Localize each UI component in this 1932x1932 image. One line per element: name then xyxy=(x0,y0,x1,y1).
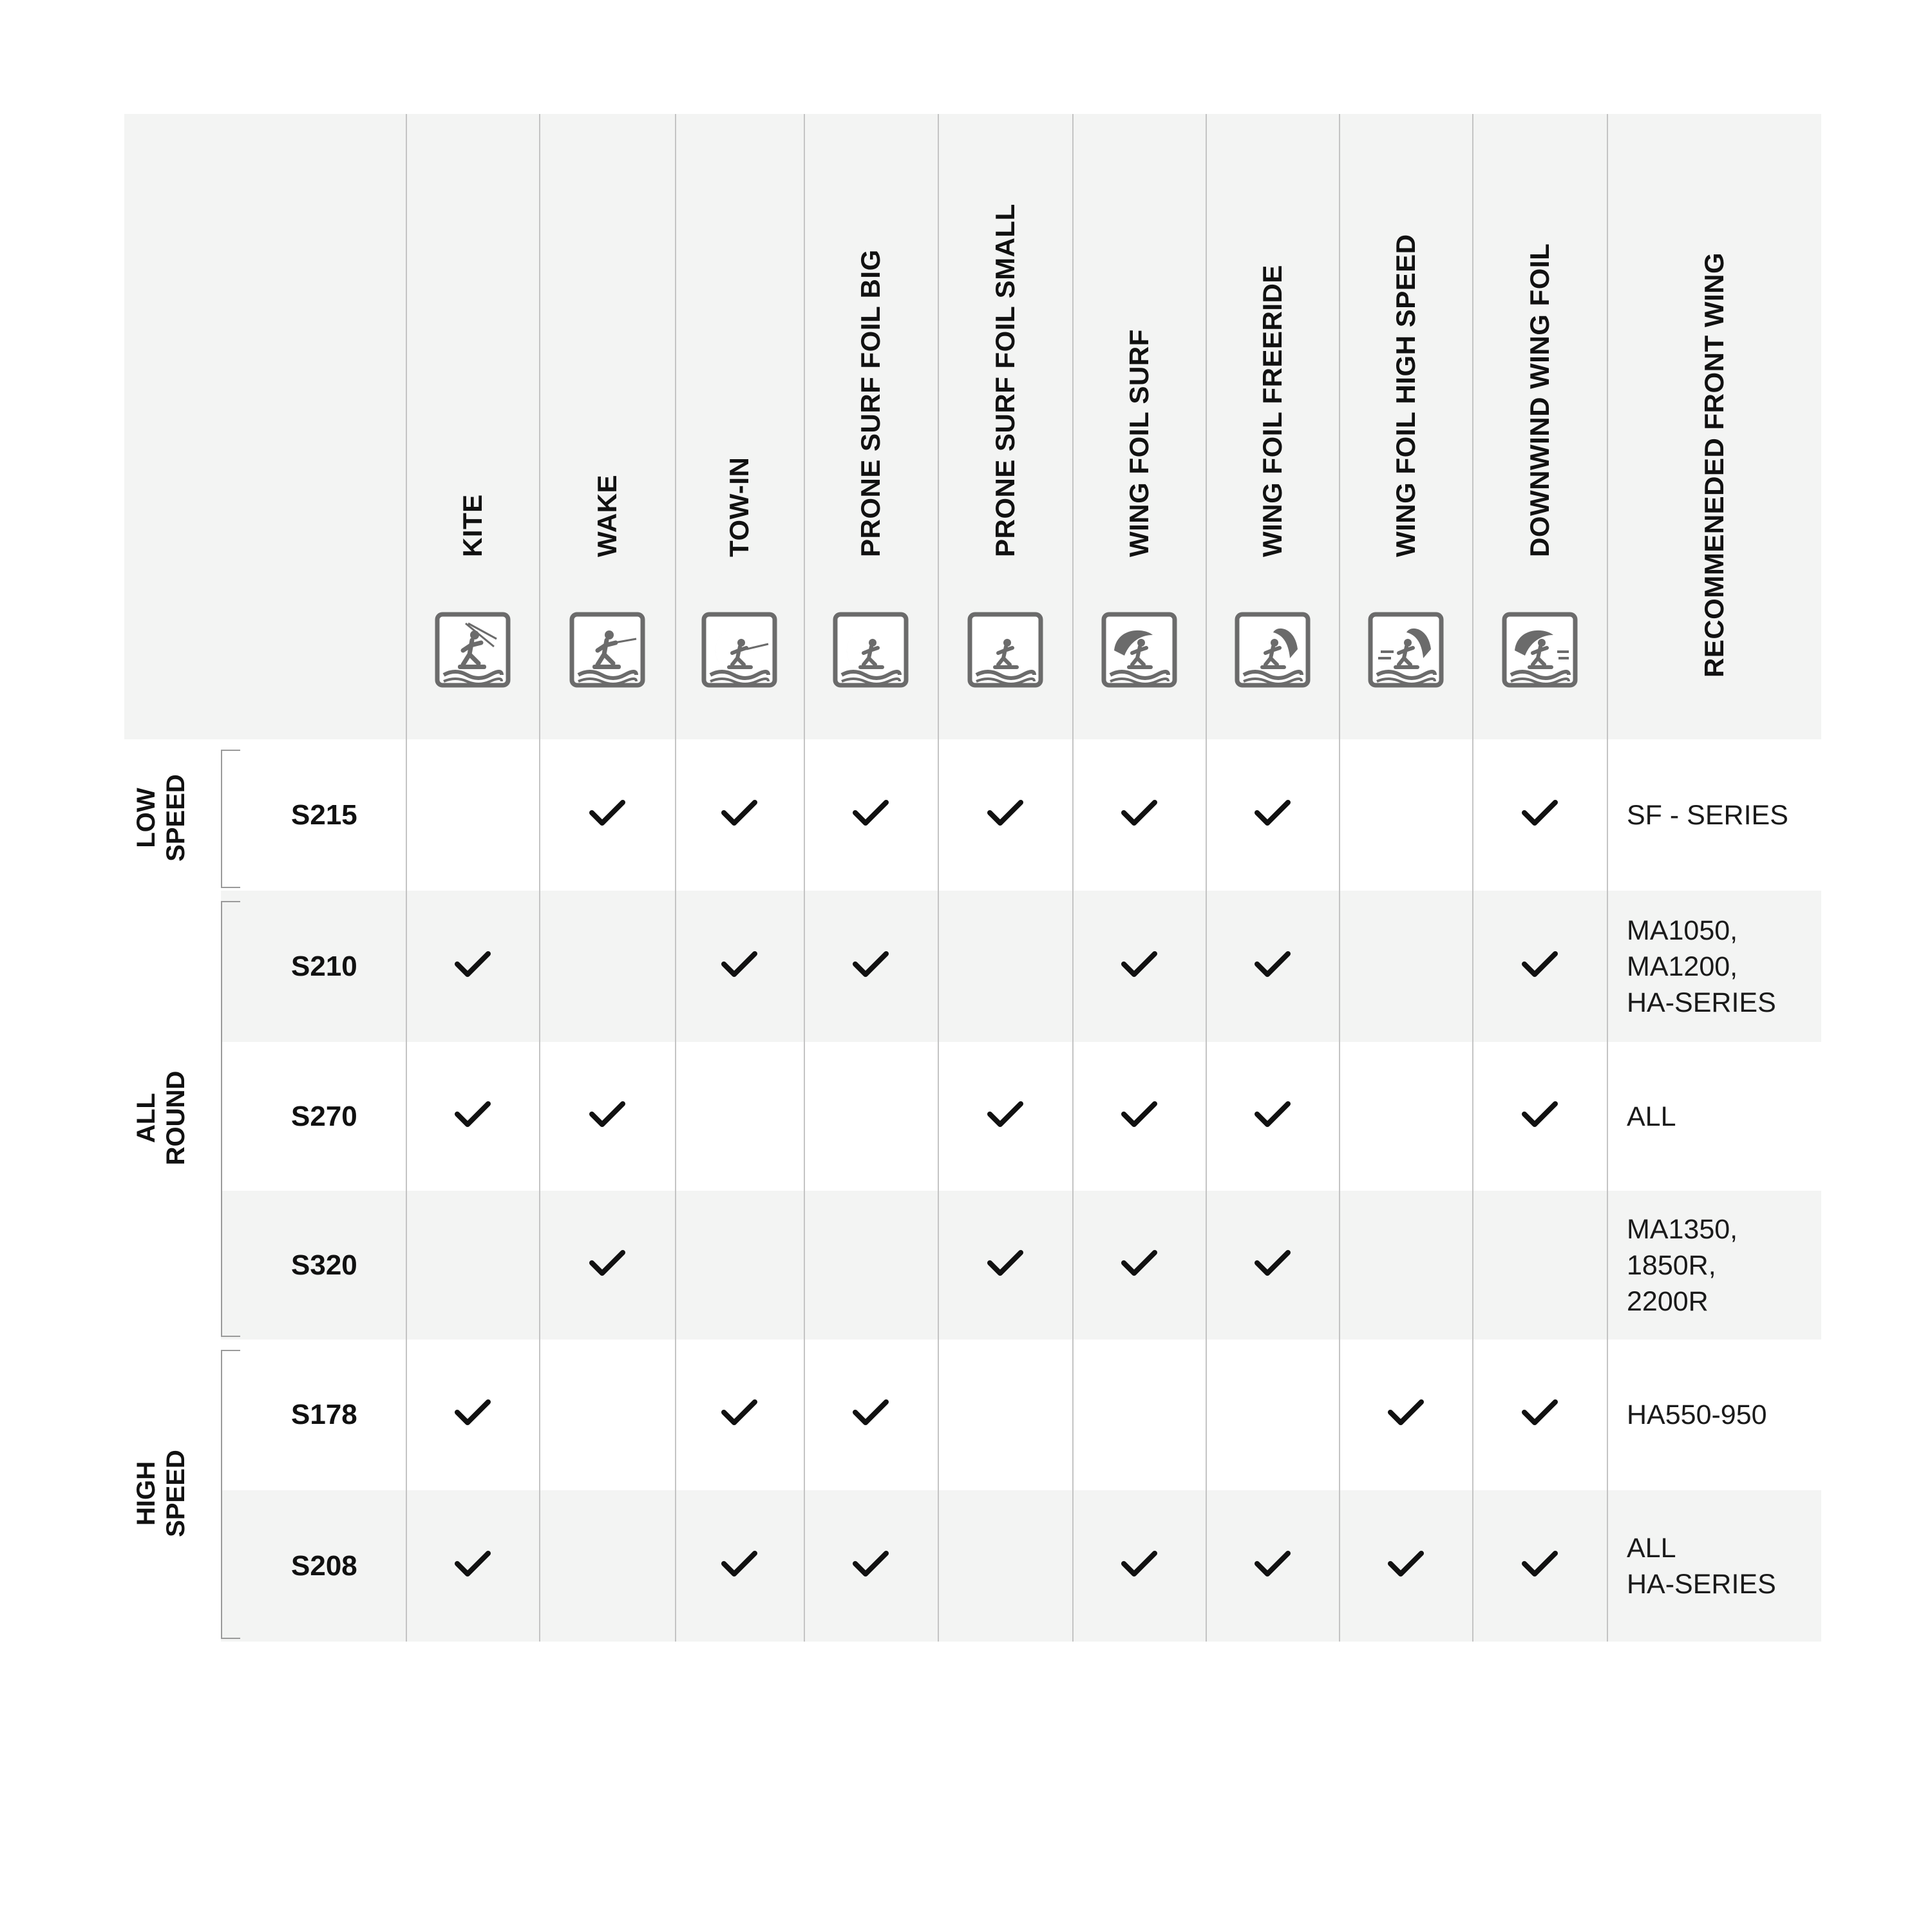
column-header-wing-foil-surf: WING FOIL SURF xyxy=(1123,329,1154,557)
model-s210: S210 xyxy=(291,950,357,982)
checkmark-icon xyxy=(721,1549,758,1578)
tow-in-icon xyxy=(701,612,777,688)
checkmark-icon xyxy=(1121,1249,1158,1277)
front-wing-value: HA550-950 xyxy=(1627,1399,1767,1430)
checkmark-icon xyxy=(852,1549,889,1578)
checkmark-icon xyxy=(1254,1249,1291,1277)
wing-foil-freeride-icon xyxy=(1235,612,1311,688)
group-label-line2: SPEED xyxy=(162,773,190,862)
checkmark-icon xyxy=(721,799,758,827)
column-header-prone-surf-foil-big: PRONE SURF FOIL BIG xyxy=(855,249,886,557)
prone-surf-foil-small-icon xyxy=(967,612,1043,688)
checkmark-icon xyxy=(1521,1100,1558,1128)
checkmark-icon xyxy=(1521,799,1558,827)
column-divider xyxy=(675,114,676,1642)
group-bracket xyxy=(221,901,240,1337)
column-divider xyxy=(1072,114,1074,1642)
checkmark-icon xyxy=(1121,950,1158,978)
checkmark-icon xyxy=(589,799,626,827)
checkmark-icon xyxy=(1121,1549,1158,1578)
checkmark-icon xyxy=(987,1100,1024,1128)
group-label-line2: SPEED xyxy=(162,1449,190,1537)
column-divider xyxy=(1607,114,1608,1642)
column-header-wing-foil-high-speed: WING FOIL HIGH SPEED xyxy=(1390,234,1421,557)
checkmark-icon xyxy=(1387,1549,1425,1578)
group-label-low-speed xyxy=(131,689,191,947)
kite-icon xyxy=(435,612,511,688)
checkmark-icon xyxy=(589,1249,626,1277)
model-s270: S270 xyxy=(291,1100,357,1132)
group-label-line1: LOW xyxy=(132,787,160,848)
checkmark-icon xyxy=(1121,1100,1158,1128)
checkmark-icon xyxy=(1254,950,1291,978)
column-divider xyxy=(406,114,407,1642)
checkmark-icon xyxy=(852,950,889,978)
downwind-wing-foil-icon xyxy=(1502,612,1578,688)
column-header-tow-in: TOW-IN xyxy=(724,457,754,557)
group-label-line1: HIGH xyxy=(132,1461,160,1526)
front-wing-value: ALL HA-SERIES xyxy=(1627,1532,1776,1600)
checkmark-icon xyxy=(1121,799,1158,827)
column-divider xyxy=(1339,114,1340,1642)
checkmark-icon xyxy=(721,1398,758,1426)
checkmark-icon xyxy=(987,799,1024,827)
column-divider xyxy=(539,114,540,1642)
wing-foil-surf-icon xyxy=(1101,612,1177,688)
checkmark-icon xyxy=(589,1100,626,1128)
checkmark-icon xyxy=(454,1549,491,1578)
checkmark-icon xyxy=(1521,950,1558,978)
checkmark-icon xyxy=(721,950,758,978)
checkmark-icon xyxy=(1254,1549,1291,1578)
front-wing-header: RECOMMENEDED FRONT WING xyxy=(1698,252,1729,677)
prone-surf-foil-big-icon xyxy=(833,612,909,688)
group-label-all-round xyxy=(131,989,191,1247)
checkmark-icon xyxy=(1387,1398,1425,1426)
model-s178: S178 xyxy=(291,1399,357,1430)
checkmark-icon xyxy=(987,1249,1024,1277)
column-header-prone-surf-foil-small: PRONE SURF FOIL SMALL xyxy=(989,204,1020,557)
wake-icon xyxy=(569,612,645,688)
wing-foil-high-speed-icon xyxy=(1368,612,1444,688)
checkmark-icon xyxy=(1254,799,1291,827)
group-bracket xyxy=(221,750,240,888)
checkmark-icon xyxy=(852,1398,889,1426)
front-wing-value: ALL xyxy=(1627,1101,1676,1132)
column-divider xyxy=(1472,114,1473,1642)
checkmark-icon xyxy=(454,1100,491,1128)
group-bracket xyxy=(221,1350,240,1639)
model-s208: S208 xyxy=(291,1549,357,1582)
front-wing-value: MA1050, MA1200, HA-SERIES xyxy=(1627,914,1776,1018)
column-header-wing-foil-freeride: WING FOIL FREERIDE xyxy=(1256,265,1287,557)
column-header-downwind-wing-foil: DOWNWIND WING FOIL xyxy=(1524,243,1555,557)
column-divider xyxy=(804,114,805,1642)
front-wing-value: SF - SERIES xyxy=(1627,799,1788,831)
checkmark-icon xyxy=(454,1398,491,1426)
checkmark-icon xyxy=(1521,1398,1558,1426)
model-s215: S215 xyxy=(291,799,357,831)
column-divider xyxy=(938,114,939,1642)
checkmark-icon xyxy=(1254,1100,1291,1128)
column-header-wake: WAKE xyxy=(591,475,622,557)
group-label-line1: ALL xyxy=(132,1092,160,1143)
checkmark-icon xyxy=(1521,1549,1558,1578)
column-divider xyxy=(1206,114,1207,1642)
checkmark-icon xyxy=(852,799,889,827)
model-s320: S320 xyxy=(291,1249,357,1281)
front-wing-value: MA1350, 1850R, 2200R xyxy=(1627,1213,1738,1317)
group-label-line2: ROUND xyxy=(162,1070,190,1165)
checkmark-icon xyxy=(454,950,491,978)
group-label-high-speed xyxy=(131,1365,191,1622)
column-header-kite: KITE xyxy=(457,494,488,557)
